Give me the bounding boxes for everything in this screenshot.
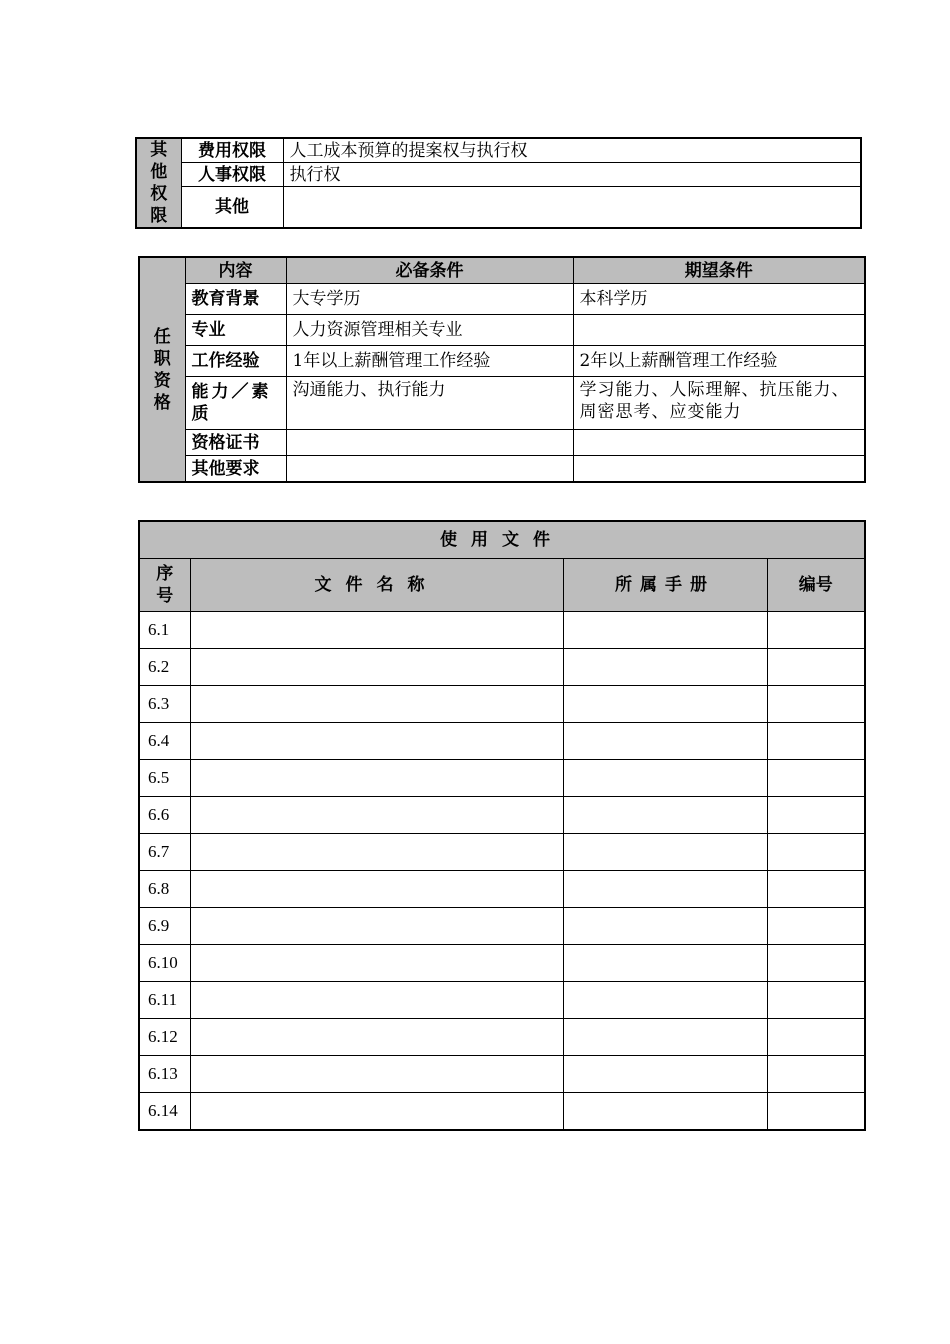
doc-seq: 6.13 (139, 1056, 190, 1093)
doc-code-cell (767, 612, 865, 649)
qual-desired-ability: 学习能力、人际理解、抗压能力、周密思考、应变能力 (573, 377, 865, 430)
header-required: 必备条件 (286, 257, 573, 284)
qual-label-ability: 能力／素质 (185, 377, 286, 430)
header-code: 编号 (767, 559, 865, 612)
table-row (139, 686, 865, 723)
table-row (139, 1019, 865, 1056)
table-row (139, 834, 865, 871)
doc-seq: 6.10 (139, 945, 190, 982)
qual-label-experience: 工作经验 (185, 346, 286, 377)
table-row (139, 612, 865, 649)
doc-code-cell (767, 834, 865, 871)
doc-name-cell (190, 982, 563, 1019)
doc-manual-cell (563, 723, 767, 760)
table-row (139, 649, 865, 686)
doc-manual-cell (563, 834, 767, 871)
table-row (139, 1093, 865, 1131)
doc-name-cell (190, 1056, 563, 1093)
doc-name-cell (190, 945, 563, 982)
doc-name-cell (190, 797, 563, 834)
doc-name-cell (190, 871, 563, 908)
doc-code-cell (767, 797, 865, 834)
header-content: 内容 (185, 257, 286, 284)
doc-name-cell (190, 760, 563, 797)
qual-required-other (286, 456, 573, 483)
doc-seq: 6.9 (139, 908, 190, 945)
doc-code-cell (767, 1056, 865, 1093)
doc-manual-cell (563, 797, 767, 834)
header-desired: 期望条件 (573, 257, 865, 284)
doc-manual-cell (563, 1056, 767, 1093)
doc-manual-cell (563, 945, 767, 982)
qual-required-experience: 1年以上薪酬管理工作经验 (286, 346, 573, 377)
doc-code-cell (767, 649, 865, 686)
doc-seq: 6.1 (139, 612, 190, 649)
qual-required-ability: 沟通能力、执行能力 (286, 377, 573, 430)
authority-value-other (283, 187, 861, 229)
qual-label-other: 其他要求 (185, 456, 286, 483)
doc-manual-cell (563, 649, 767, 686)
authority-label-personnel: 人事权限 (181, 163, 283, 187)
doc-seq: 6.5 (139, 760, 190, 797)
documents-title: 使用文件 (139, 521, 865, 559)
authority-label-other: 其他 (181, 187, 283, 229)
documents-table (138, 520, 866, 1131)
doc-name-cell (190, 908, 563, 945)
doc-name-cell (190, 686, 563, 723)
doc-code-cell (767, 982, 865, 1019)
doc-manual-cell (563, 871, 767, 908)
doc-manual-cell (563, 1093, 767, 1131)
doc-manual-cell (563, 1019, 767, 1056)
documents-rows (139, 612, 865, 1131)
doc-name-cell (190, 1093, 563, 1131)
doc-seq: 6.14 (139, 1093, 190, 1131)
doc-seq: 6.6 (139, 797, 190, 834)
other-authority-table (135, 137, 862, 229)
doc-manual-cell (563, 982, 767, 1019)
other-authority-side-label: 其他权限 (136, 138, 181, 228)
doc-seq: 6.3 (139, 686, 190, 723)
header-doc-name: 文件名称 (190, 559, 563, 612)
qual-required-education: 大专学历 (286, 284, 573, 315)
doc-code-cell (767, 723, 865, 760)
doc-name-cell (190, 723, 563, 760)
table-row (139, 797, 865, 834)
doc-seq: 6.8 (139, 871, 190, 908)
table-row (139, 1056, 865, 1093)
header-seq: 序号 (139, 559, 190, 612)
doc-code-cell (767, 760, 865, 797)
qual-label-certificate: 资格证书 (185, 430, 286, 456)
qual-desired-experience: 2年以上薪酬管理工作经验 (573, 346, 865, 377)
qual-desired-other (573, 456, 865, 483)
table-row (139, 908, 865, 945)
authority-value-personnel: 执行权 (283, 163, 861, 187)
table-row (139, 945, 865, 982)
doc-seq: 6.4 (139, 723, 190, 760)
qualifications-side-label: 任职资格 (139, 257, 185, 482)
table-row (139, 871, 865, 908)
authority-value-expense: 人工成本预算的提案权与执行权 (283, 138, 861, 163)
doc-name-cell (190, 612, 563, 649)
qual-required-certificate (286, 430, 573, 456)
qual-desired-major (573, 315, 865, 346)
doc-seq: 6.2 (139, 649, 190, 686)
doc-seq: 6.7 (139, 834, 190, 871)
qual-required-major: 人力资源管理相关专业 (286, 315, 573, 346)
doc-name-cell (190, 1019, 563, 1056)
doc-manual-cell (563, 908, 767, 945)
doc-seq: 6.11 (139, 982, 190, 1019)
doc-code-cell (767, 908, 865, 945)
doc-seq: 6.12 (139, 1019, 190, 1056)
doc-name-cell (190, 834, 563, 871)
qual-desired-certificate (573, 430, 865, 456)
doc-code-cell (767, 1093, 865, 1131)
qual-desired-education: 本科学历 (573, 284, 865, 315)
doc-code-cell (767, 871, 865, 908)
authority-label-expense: 费用权限 (181, 138, 283, 163)
doc-manual-cell (563, 686, 767, 723)
doc-manual-cell (563, 760, 767, 797)
doc-name-cell (190, 649, 563, 686)
doc-code-cell (767, 1019, 865, 1056)
qual-label-education: 教育背景 (185, 284, 286, 315)
doc-code-cell (767, 945, 865, 982)
header-manual: 所属手册 (563, 559, 767, 612)
table-row (139, 982, 865, 1019)
table-row (139, 760, 865, 797)
qual-label-major: 专业 (185, 315, 286, 346)
doc-code-cell (767, 686, 865, 723)
qualifications-table (138, 256, 866, 483)
table-row (139, 723, 865, 760)
doc-manual-cell (563, 612, 767, 649)
